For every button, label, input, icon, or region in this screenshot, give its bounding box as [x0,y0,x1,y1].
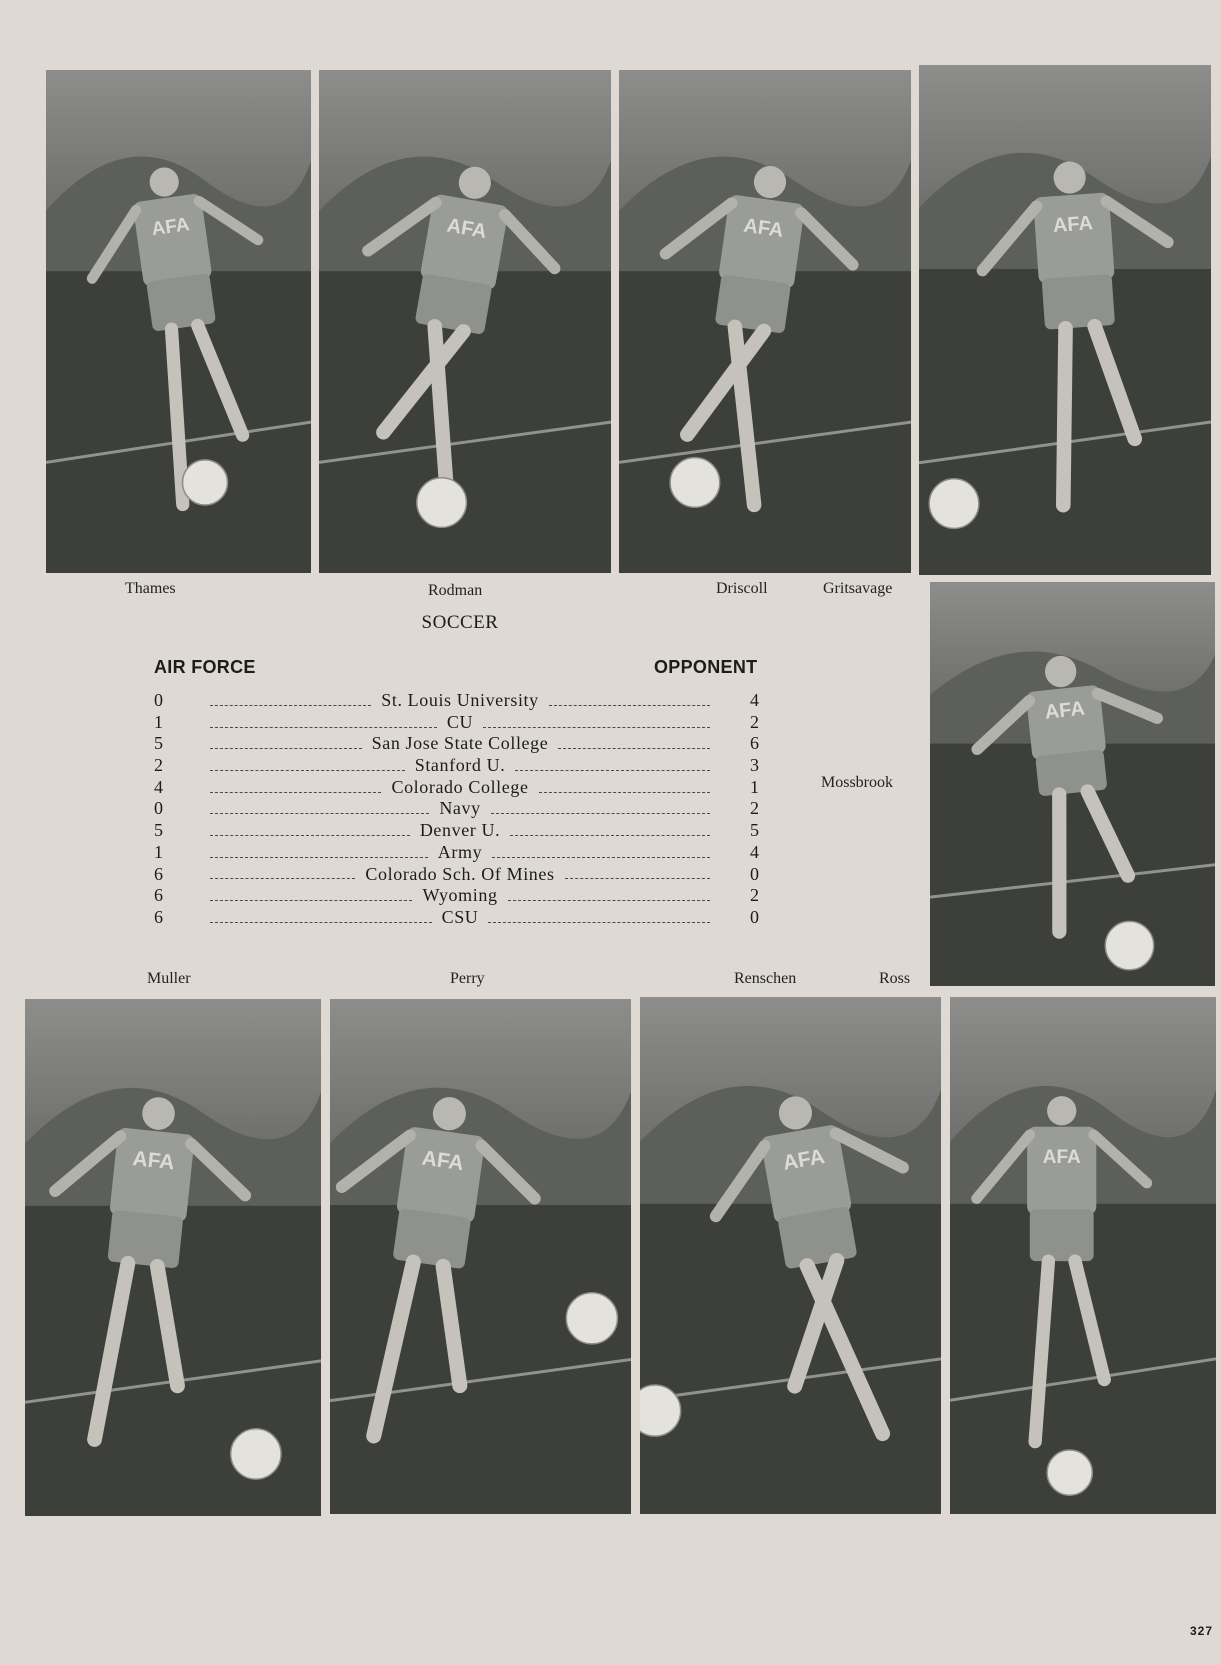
photo-muller [25,999,321,1516]
dotted-leader-line [210,770,405,771]
svg-text:AFA: AFA [1052,212,1094,238]
opponent-leader [210,712,710,734]
dotted-leader-line [210,922,432,923]
opponent-leader [210,842,710,864]
opponent-leader [210,777,710,799]
dotted-leader-line [483,727,710,728]
opponent-score: 6 [750,733,759,754]
result-row [154,777,766,799]
dotted-leader-line [210,748,362,749]
svg-text:AFA: AFA [1043,697,1086,724]
air-force-score: 4 [154,776,163,797]
photo-scene [330,999,631,1514]
opponent-score: 3 [750,755,759,776]
photo-ross [950,997,1216,1514]
caption-driscoll: Driscoll [716,580,768,597]
dotted-leader-line [210,727,437,728]
dotted-leader-line [558,748,710,749]
soccer-ball [417,478,467,528]
dotted-leader-line [210,705,371,706]
page-number: 327 [1190,1624,1214,1638]
soccer-ball [566,1293,617,1344]
result-row [154,690,766,712]
air-force-score: 1 [154,841,163,862]
soccer-ball [929,479,979,529]
result-row [154,864,766,886]
photo-scene [640,997,941,1514]
photo-gritsavage [919,65,1211,575]
photo-driscoll [619,70,911,573]
soccer-ball [182,460,227,505]
caption-muller: Muller [147,970,191,987]
svg-text:AFA: AFA [445,214,489,244]
photo-scene [46,70,311,573]
caption-perry: Perry [450,970,485,987]
opponent-name: Denver U. [419,820,501,841]
dotted-leader-line [488,922,710,923]
air-force-score: 2 [154,755,163,776]
photo-scene [930,582,1215,986]
caption-mossbrook: Mossbrook [821,774,894,791]
opponent-name: Navy [439,798,481,819]
dotted-leader-line [539,792,710,793]
opponent-leader [210,864,710,886]
dotted-leader-line [210,857,428,858]
svg-text:AFA: AFA [781,1144,827,1175]
dotted-leader-line [565,878,710,879]
opponent-score: 5 [750,820,759,841]
result-row [154,885,766,907]
opponent-score: 0 [750,906,759,927]
air-force-score: 5 [154,733,163,754]
air-force-score: 6 [154,906,163,927]
opponent-score: 2 [750,885,759,906]
column-header-air-force: AIR FORCE [154,657,256,677]
result-row [154,755,766,777]
opponent-name: Colorado College [391,776,529,797]
column-header-opponent: OPPONENT [654,657,758,677]
opponent-leader [210,907,710,929]
opponent-leader [210,733,710,755]
result-row [154,798,766,820]
opponent-score: 4 [750,841,759,862]
result-row [154,842,766,864]
opponent-leader [210,690,710,712]
soccer-ball [231,1429,281,1479]
opponent-leader [210,820,710,842]
svg-text:AFA: AFA [420,1146,466,1176]
result-row [154,733,766,755]
opponent-name: Army [437,841,483,862]
opponent-score: 0 [750,863,759,884]
dotted-leader-line [515,770,710,771]
photo-scene [619,70,911,573]
opponent-leader [210,755,710,777]
opponent-leader [210,885,710,907]
opponent-name: CSU [441,906,479,927]
photo-thames [46,70,311,573]
dotted-leader-line [210,792,381,793]
opponent-leader [210,798,710,820]
svg-text:AFA: AFA [742,214,785,242]
air-force-score: 0 [154,690,163,710]
photo-scene [919,65,1211,575]
dotted-leader-line [492,857,710,858]
soccer-ball [1047,1450,1092,1495]
caption-thames: Thames [125,580,176,597]
photo-mossbrook [930,582,1215,986]
opponent-name: CU [446,711,474,732]
dotted-leader-line [210,835,410,836]
dotted-leader-line [549,705,710,706]
air-force-score: 6 [154,863,163,884]
photo-scene [25,999,321,1516]
photo-scene [319,70,611,573]
opponent-name: Wyoming [422,885,498,906]
section-heading: SOCCER [421,612,499,633]
opponent-score: 2 [750,798,759,819]
opponent-score: 2 [750,711,759,732]
opponent-name: Colorado Sch. Of Mines [365,863,555,884]
air-force-score: 1 [154,711,163,732]
opponent-score: 4 [750,690,759,710]
photo-scene [950,997,1216,1514]
dotted-leader-line [210,878,355,879]
air-force-score: 5 [154,820,163,841]
soccer-ball [1105,921,1153,969]
svg-text:AFA: AFA [150,214,191,241]
dotted-leader-line [210,900,412,901]
opponent-name: San Jose State College [371,733,549,754]
result-row [154,712,766,734]
caption-rodman: Rodman [428,582,483,599]
caption-renschen: Renschen [734,970,797,987]
photo-rodman [319,70,611,573]
dotted-leader-line [508,900,710,901]
dotted-leader-line [510,835,710,836]
air-force-score: 0 [154,798,163,819]
photo-perry [330,999,631,1514]
result-row [154,907,766,929]
caption-gritsavage: Gritsavage [823,580,893,597]
opponent-score: 1 [750,776,759,797]
soccer-ball [670,458,720,508]
svg-text:AFA: AFA [1042,1146,1081,1168]
dotted-leader-line [491,813,710,814]
opponent-name: St. Louis University [381,690,539,710]
result-row [154,820,766,842]
caption-ross: Ross [879,970,911,987]
results-table [154,690,766,929]
svg-text:AFA: AFA [131,1147,176,1175]
air-force-score: 6 [154,885,163,906]
dotted-leader-line [210,813,429,814]
photo-renschen [640,997,941,1514]
opponent-name: Stanford U. [414,755,506,776]
